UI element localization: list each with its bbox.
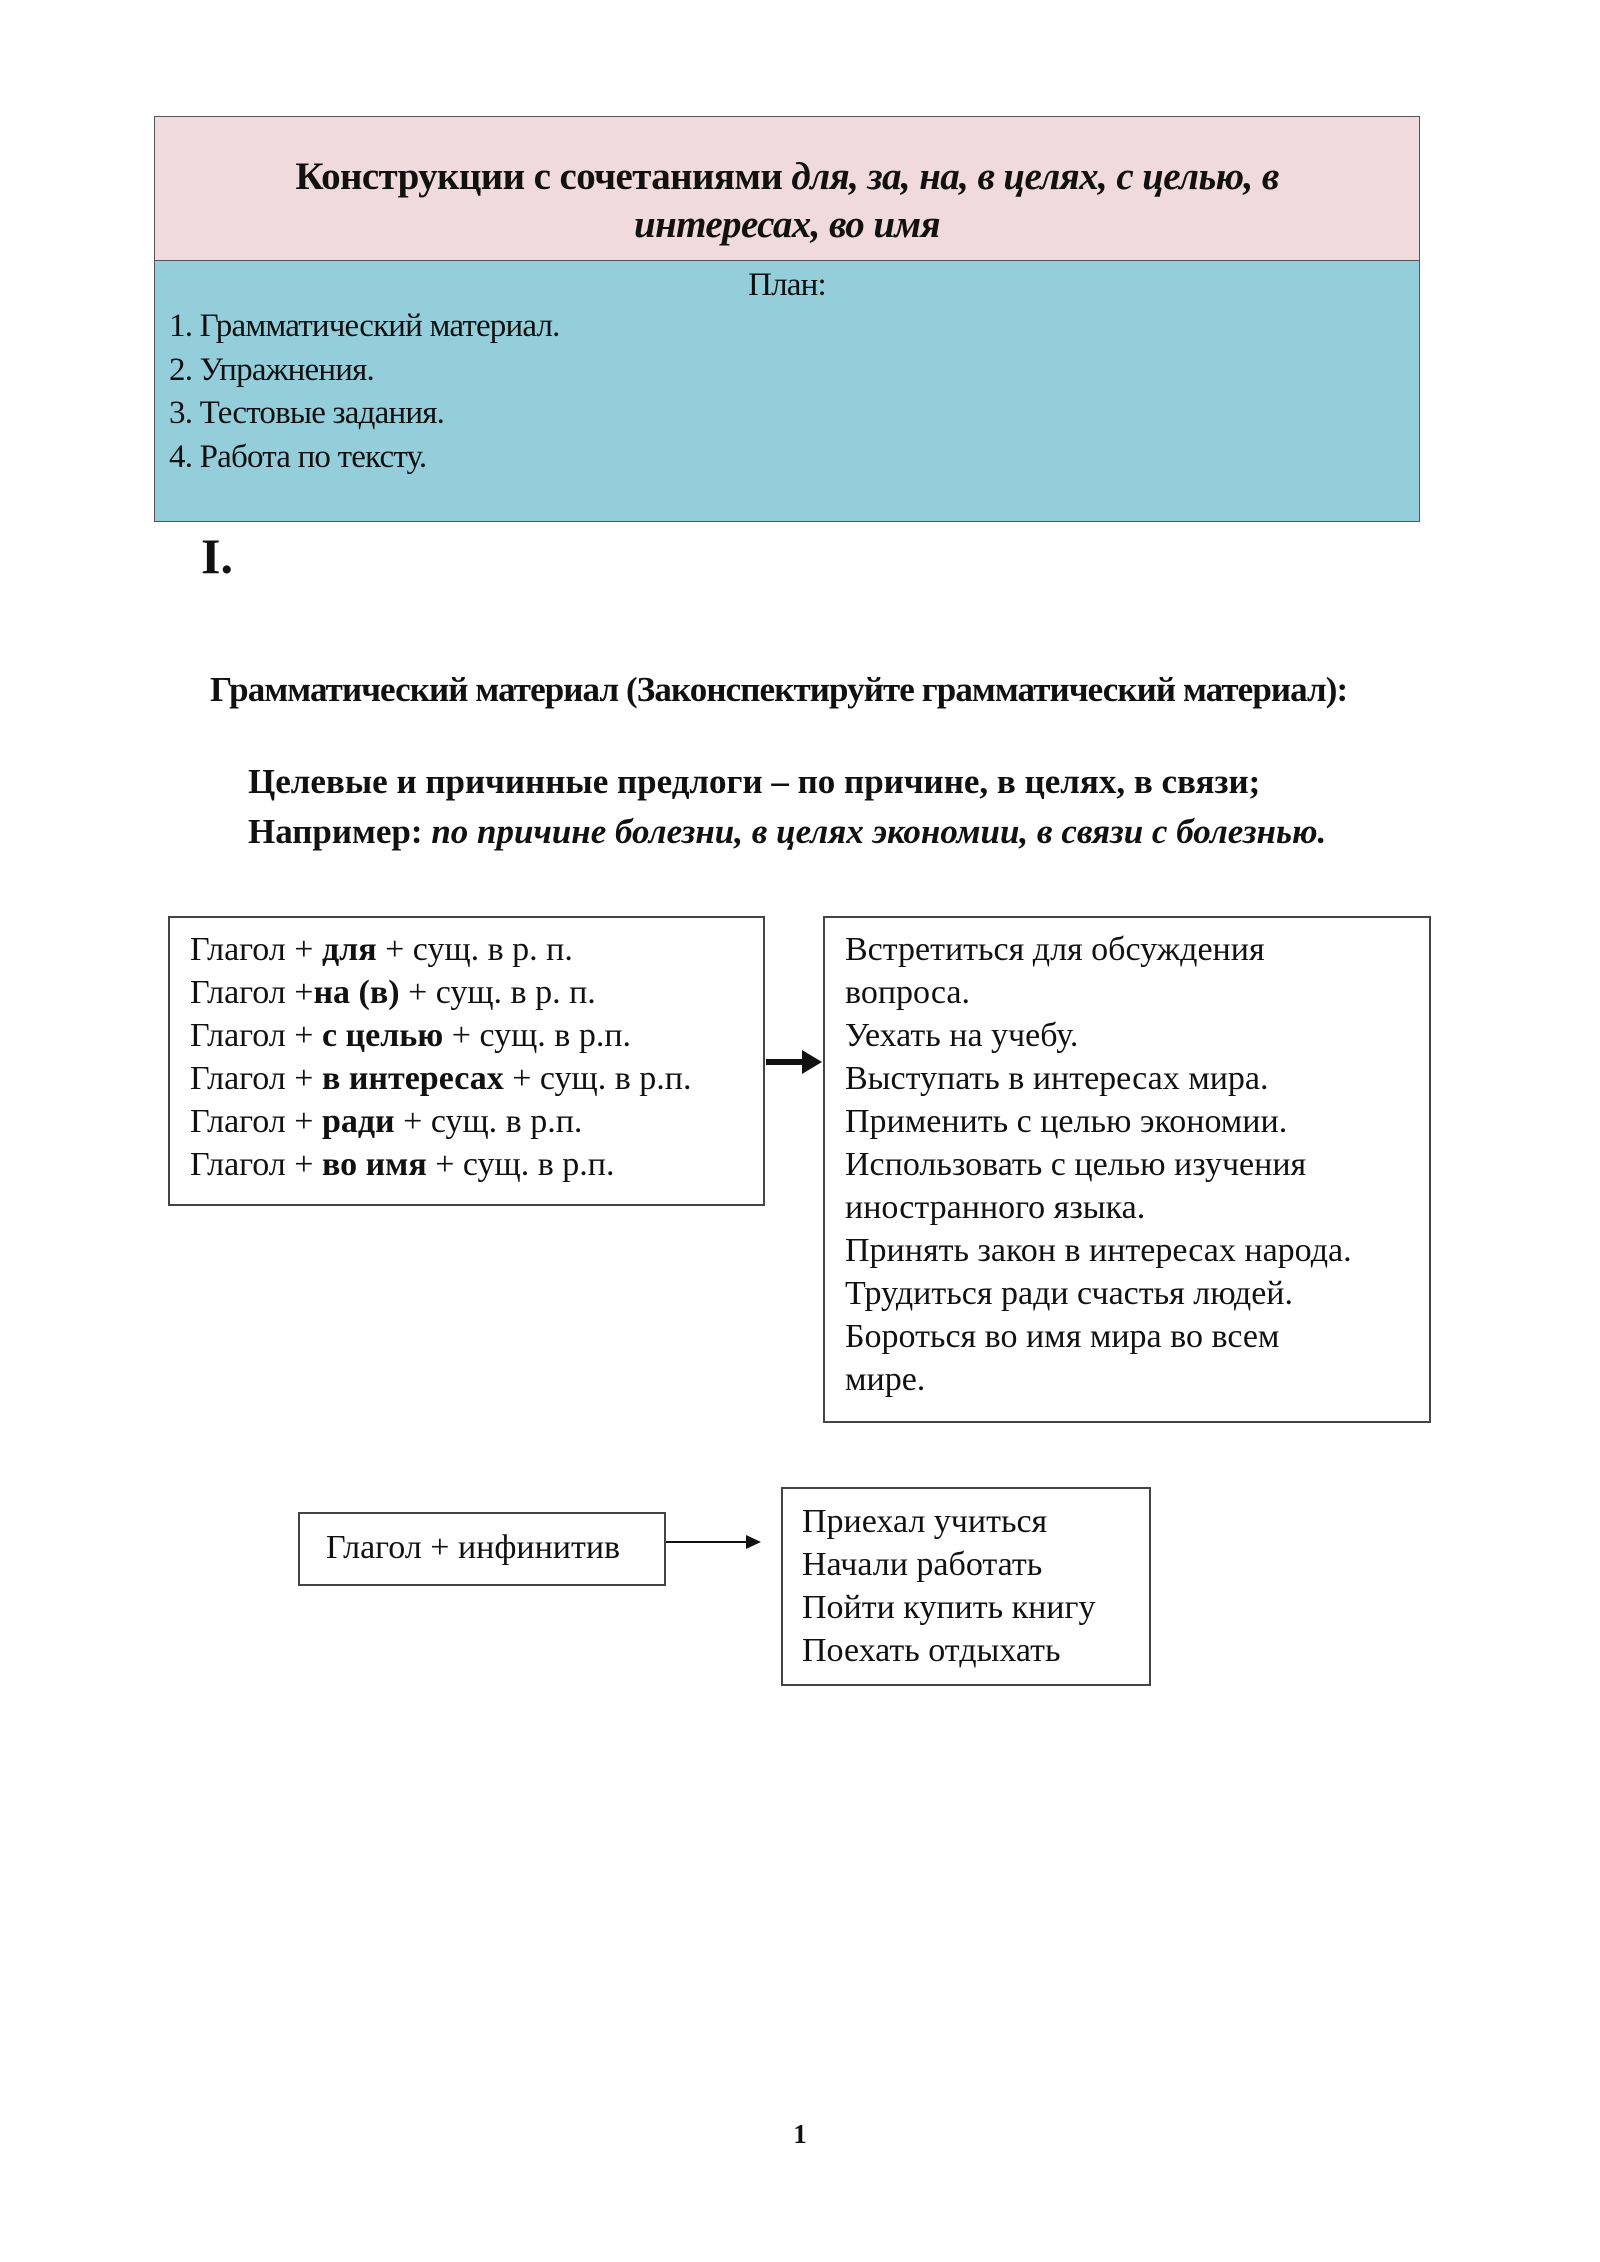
example-item: Использовать с целью изучения	[845, 1146, 1307, 1183]
construction-row	[190, 928, 763, 971]
construction-post: + сущ. в р. п.	[376, 931, 573, 968]
plan-item: 4. Работа по тексту.	[169, 438, 427, 475]
infinitive-box	[298, 1512, 666, 1586]
construction-post: + сущ. в р.п.	[394, 1103, 583, 1140]
construction-pre: Глагол +	[190, 974, 314, 1011]
infinitive-examples-box	[781, 1487, 1151, 1686]
example-item: вопроса.	[845, 974, 970, 1011]
construction-post: + сущ. в р.п.	[426, 1146, 615, 1183]
construction-row	[190, 1014, 763, 1057]
example-item: Трудиться ради счастья людей.	[845, 1275, 1293, 1312]
construction-pre: Глагол +	[190, 1103, 322, 1140]
construction-preposition: в интересах	[321, 1060, 504, 1097]
example-label: Например:	[248, 812, 423, 851]
construction-post: + сущ. в р.п.	[503, 1060, 692, 1097]
arrow-right-icon	[766, 1046, 824, 1078]
title-plain: Конструкции с сочетаниями	[295, 154, 783, 198]
infinitive-example: Поехать отдыхать	[802, 1632, 1061, 1669]
infinitive-example: Приехал учиться	[802, 1503, 1048, 1540]
page-number: 1	[793, 2119, 807, 2149]
purpose-line: Целевые и причинные предлоги – по причине, в целях, в связи;	[248, 762, 1261, 801]
construction-pre: Глагол +	[190, 931, 322, 968]
title-box	[154, 116, 1420, 522]
construction-preposition: ради	[321, 1103, 395, 1140]
example-item: Принять закон в интересах народа.	[845, 1232, 1352, 1269]
construction-preposition: во имя	[321, 1146, 427, 1183]
construction-pre: Глагол +	[190, 1017, 322, 1054]
construction-row	[190, 971, 763, 1014]
infinitive-example: Начали работать	[802, 1546, 1043, 1583]
example-item: Применить с целью экономии.	[845, 1103, 1288, 1140]
section-number: I.	[201, 528, 233, 584]
construction-pre: Глагол +	[190, 1060, 322, 1097]
example-line	[248, 807, 1326, 857]
example-item: мире.	[845, 1361, 926, 1398]
construction-row	[190, 1057, 763, 1100]
construction-preposition: для	[321, 931, 377, 968]
example-item: иностранного языка.	[845, 1189, 1146, 1226]
infinitive-example: Пойти купить книгу	[802, 1589, 1096, 1626]
example-text: по причине болезни, в целях экономии, в связи с болезнью.	[431, 812, 1327, 851]
plan-item: 2. Упражнения.	[169, 351, 374, 388]
example-item: Уехать на учебу.	[845, 1017, 1079, 1054]
infinitive-label: Глагол + инфинитив	[326, 1529, 621, 1566]
construction-post: + сущ. в р.п.	[443, 1017, 632, 1054]
plan-item: 1. Грамматический материал.	[169, 308, 560, 344]
example-item: Встретиться для обсуждения	[845, 931, 1265, 968]
page-title	[215, 153, 1359, 249]
plan-band	[155, 261, 1419, 521]
construction-row	[190, 1143, 763, 1186]
example-item: Бороться во имя мира во всем	[845, 1318, 1280, 1355]
construction-pre: Глагол +	[190, 1146, 322, 1183]
examples-box	[823, 916, 1431, 1423]
constructions-box	[168, 916, 765, 1206]
construction-row	[190, 1100, 763, 1143]
arrow-right-icon	[666, 1532, 762, 1552]
plan-heading: План:	[748, 267, 826, 303]
construction-post: + сущ. в р. п.	[399, 974, 596, 1011]
plan-list	[169, 305, 1405, 479]
section-title: Грамматический материал (Законспектируйте грамматический материал):	[210, 670, 1348, 709]
title-band	[155, 117, 1419, 261]
example-item: Выступать в интересах мира.	[845, 1060, 1269, 1097]
title-italic: для, за, на, в целях, с целью, в интересах, во имя	[633, 154, 1279, 246]
construction-preposition: на (в)	[313, 974, 400, 1011]
purpose-block	[248, 757, 1326, 857]
construction-preposition: с целью	[321, 1017, 444, 1054]
plan-item: 3. Тестовые задания.	[169, 395, 445, 431]
